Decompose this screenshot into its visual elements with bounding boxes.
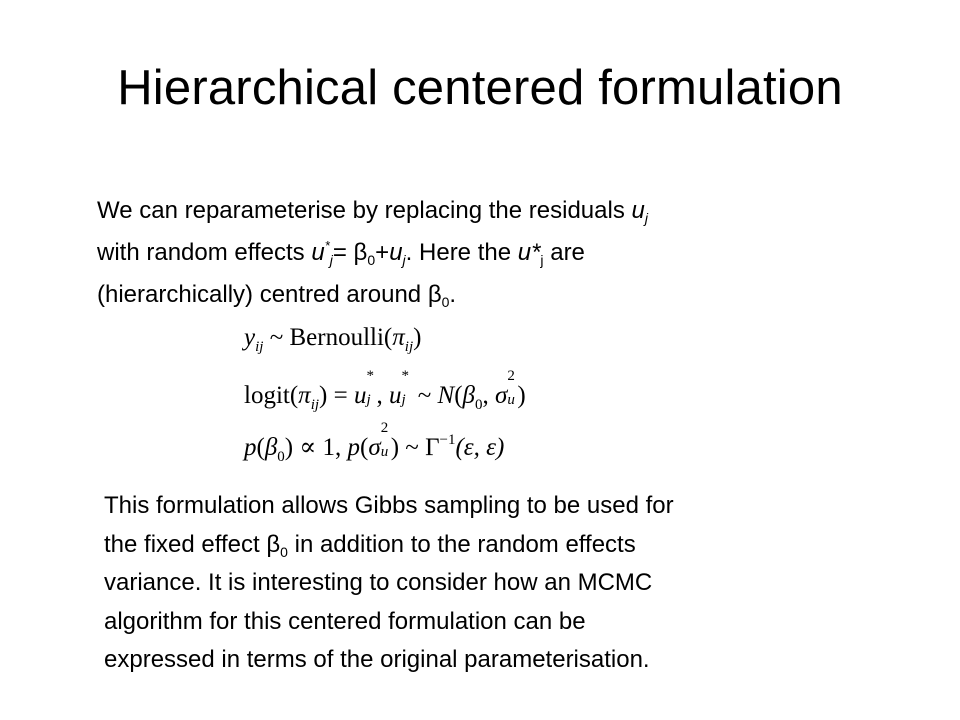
math-superscript: * [324,238,330,253]
math-symbol: u [389,239,403,266]
intro-text: with random effects [97,239,312,266]
intro-text: . Here the [405,239,518,266]
equation-likelihood: $y_{ij}$ ~ $Bernoulli(\pi_{ij})$ [244,324,422,355]
math-subscript: j [329,252,333,268]
math-subscript: 0 [280,543,288,560]
outro-line-1: This formulation allows Gibbs sampling to be used for [104,492,674,519]
math-symbol: u [631,197,645,224]
outro-line-2 [104,526,924,565]
outro-line-5: expressed in terms of the original parameterisation. [104,646,650,673]
math-symbol: u* [517,239,541,266]
outro-line-4: algorithm for this centered formulation can be [104,607,586,635]
math-subscript: j [402,252,406,268]
intro-text: = β [332,239,368,266]
intro-line-1 [97,190,897,232]
outro-text: the fixed effect β [104,530,281,558]
math-subscript: 0 [367,252,376,268]
outro-text: in addition to the random effects [287,530,636,558]
math-subscript: j [644,210,648,226]
math-subscript: 0 [441,294,450,310]
equation-priors: $p(\beta_0) \propto 1$, p(σ 2 u ) ~ $\Gamma^{-1}(\varepsilon$, ε) [244,420,505,465]
outro-line-3: variance. It is interesting to consider how an MCMC [104,569,653,596]
intro-line-2 [97,232,897,274]
intro-text: (hierarchically) centred around β [97,281,442,308]
slide-title: Hierarchical centered formulation [117,61,843,115]
intro-text: . [449,281,457,308]
math-symbol: u [311,239,325,266]
intro-text: are [543,239,585,266]
math-subscript: j [540,252,544,268]
intro-paragraph [97,190,897,316]
equation-link: $logit(\pi_{ij}) = u$ * j , u * j ~ $N(\beta_0$, σ 2 u ) [244,368,526,413]
outro-paragraph [104,487,924,680]
intro-line-3 [97,274,897,316]
intro-text: + [375,239,390,266]
intro-text: We can reparameterise by replacing the residuals [97,197,632,224]
